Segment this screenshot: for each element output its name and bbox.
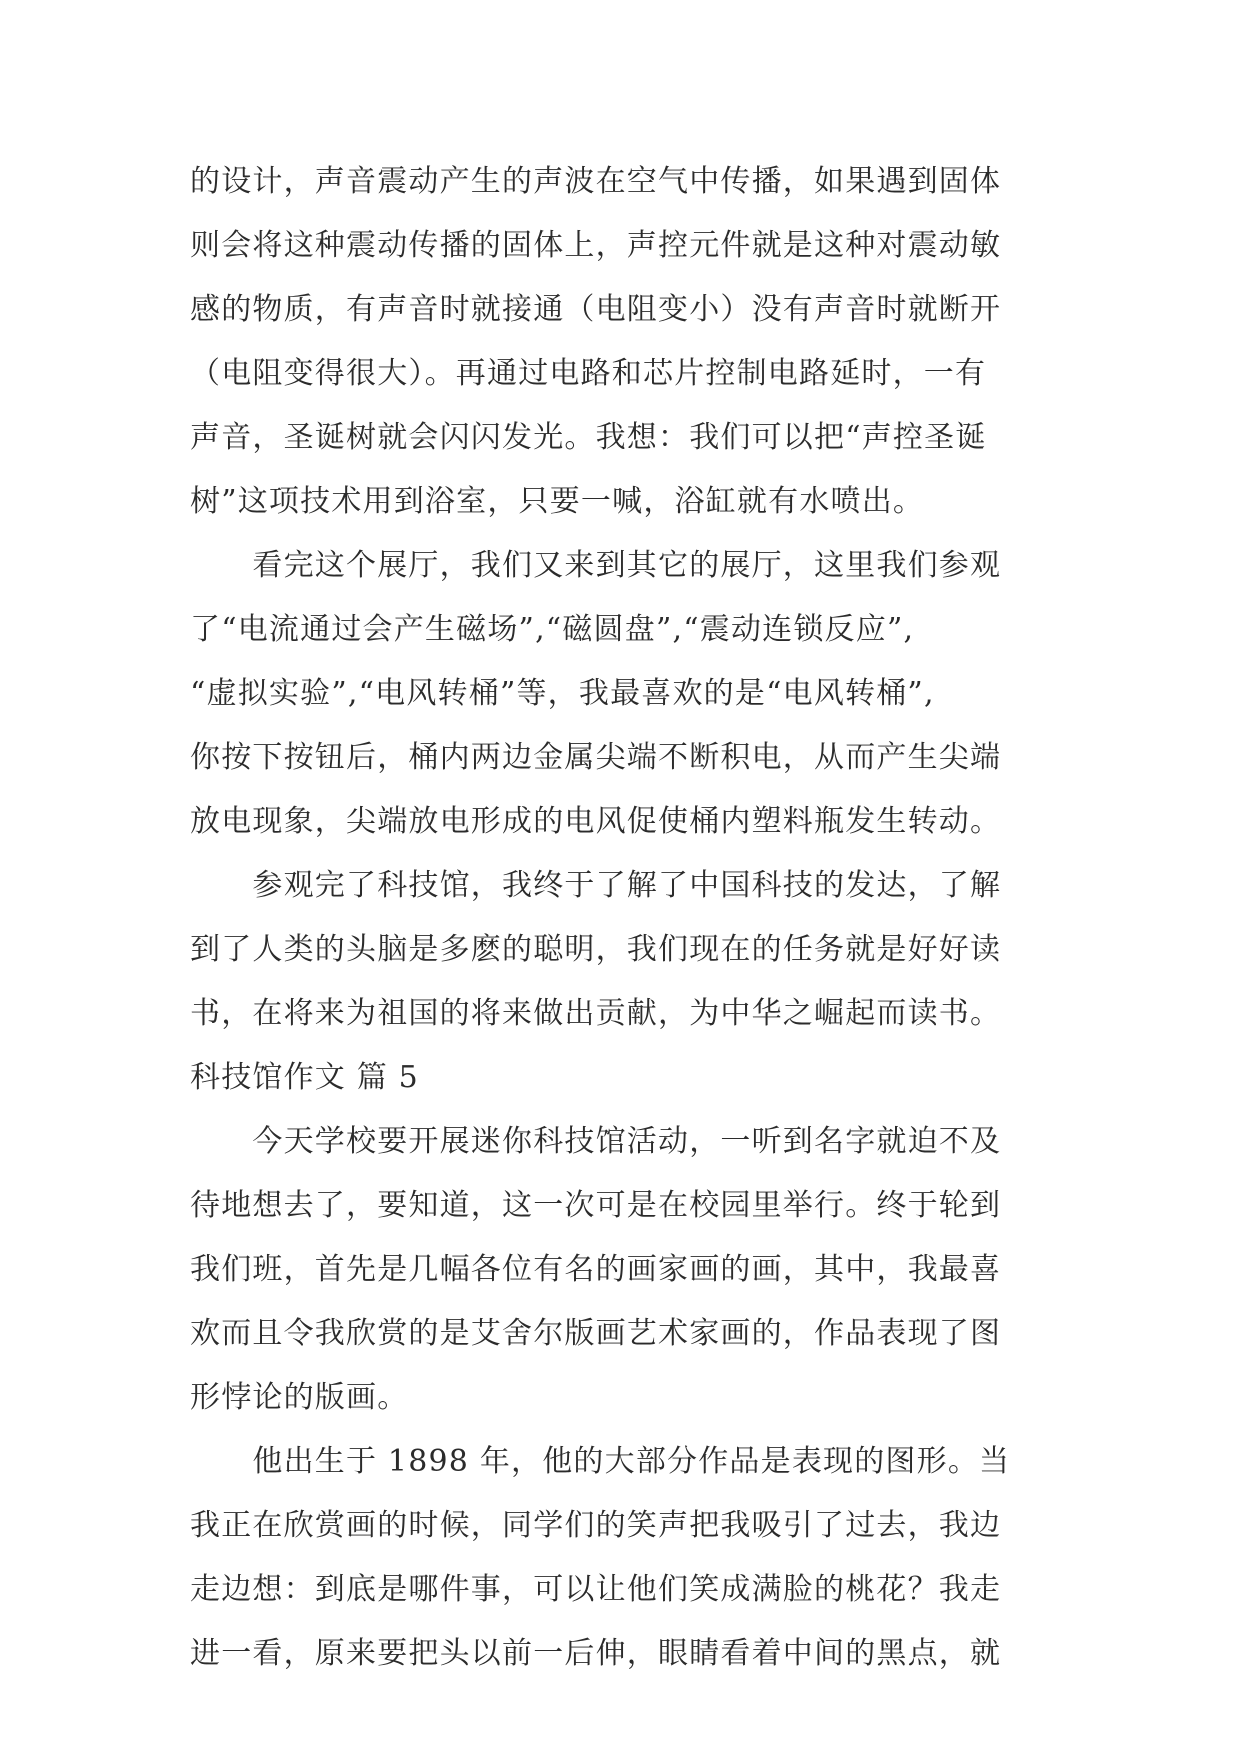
text-line: 你按下按钮后，桶内两边金属尖端不断积电，从而产生尖端	[190, 740, 1002, 775]
text-line: （电阻变得很大）。再通过电路和芯片控制电路延时，一有	[190, 356, 987, 391]
text-line: “虚拟实验”,“电风转桶”等，我最喜欢的是“电风转桶”,	[190, 676, 935, 711]
document-body	[190, 150, 1075, 1686]
text-line: 走边想：到底是哪件事，可以让他们笑成满脸的桃花？我走	[190, 1572, 1002, 1607]
text-line: 声音，圣诞树就会闪闪发光。我想：我们可以把“声控圣诞	[190, 420, 987, 455]
text-line: 欢而且令我欣赏的是艾舍尔版画艺术家画的，作品表现了图	[190, 1316, 1002, 1351]
text-line: 他出生于 1898 年，他的大部分作品是表现的图形。当	[190, 1444, 1011, 1479]
text-line: 今天学校要开展迷你科技馆活动，一听到名字就迫不及	[190, 1124, 1002, 1159]
text-line: 放电现象，尖端放电形成的电风促使桶内塑料瓶发生转动。	[190, 804, 1002, 839]
text-line: 形悖论的版画。	[190, 1380, 409, 1415]
text-line: 则会将这种震动传播的固体上，声控元件就是这种对震动敏	[190, 228, 1002, 263]
section-heading: 科技馆作文 篇 5	[190, 1060, 419, 1095]
text-line: 参观完了科技馆，我终于了解了中国科技的发达，了解	[190, 868, 1002, 903]
text-line: 我们班，首先是几幅各位有名的画家画的画，其中，我最喜	[190, 1252, 1002, 1287]
text-line: 树”这项技术用到浴室，只要一喊，浴缸就有水喷出。	[190, 484, 925, 519]
text-line: 进一看，原来要把头以前一后伸，眼睛看着中间的黑点，就	[190, 1636, 1002, 1671]
text-line: 感的物质，有声音时就接通（电阻变小）没有声音时就断开	[190, 292, 1002, 327]
text-line: 到了人类的头脑是多麽的聪明，我们现在的任务就是好好读	[190, 932, 1002, 967]
text-line: 的设计，声音震动产生的声波在空气中传播，如果遇到固体	[190, 164, 1002, 199]
text-line: 书，在将来为祖国的将来做出贡献，为中华之崛起而读书。	[190, 996, 1002, 1031]
text-line: 看完这个展厅，我们又来到其它的展厅，这里我们参观	[190, 548, 1002, 583]
text-line: 我正在欣赏画的时候，同学们的笑声把我吸引了过去，我边	[190, 1508, 1002, 1543]
text-line: 了“电流通过会产生磁场”,“磁圆盘”,“震动连锁反应”,	[190, 612, 915, 647]
text-line: 待地想去了，要知道，这一次可是在校园里举行。终于轮到	[190, 1188, 1002, 1223]
